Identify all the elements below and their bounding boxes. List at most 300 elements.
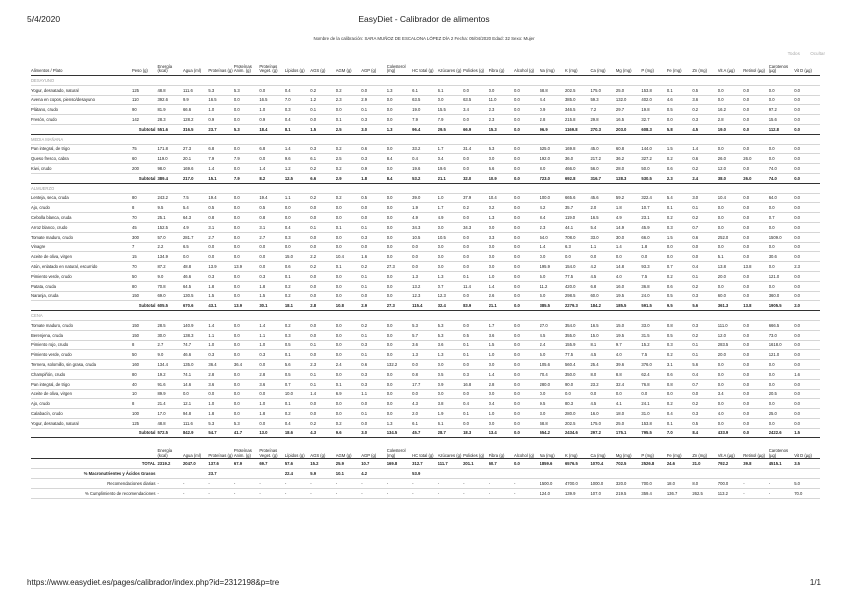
nutrient-value: 150: [132, 291, 157, 301]
nutrient-value: 0.0: [489, 222, 514, 232]
nutrient-value: 0.8: [259, 213, 284, 223]
nutrient-value: 0.0: [514, 409, 539, 419]
nutrient-value: 0.0: [387, 105, 412, 115]
nutrient-value: 13.8: [743, 262, 768, 272]
nutrient-value: 25.1: [157, 213, 182, 223]
nutrient-value: 360.0: [769, 291, 794, 301]
nutrient-value: 1.0: [489, 271, 514, 281]
column-header: [743, 61, 768, 76]
nutrient-value: 3.1: [208, 222, 233, 232]
nutrient-value: 0.0: [514, 340, 539, 350]
nutrient-value: 0.0: [769, 360, 794, 370]
nutrient-value: 125: [132, 85, 157, 95]
nutrient-value: 50: [132, 271, 157, 281]
nutrient-value: 0.0: [310, 399, 335, 409]
nutrient-value: 0.0: [387, 350, 412, 360]
nutrient-value: 0.0: [489, 262, 514, 272]
nutrient-value: 0.0: [234, 340, 259, 350]
subtotal-value: 4.5: [692, 124, 717, 134]
nutrient-value: 16.5: [590, 213, 615, 223]
nutrient-value: 9.5: [540, 399, 565, 409]
nutrient-value: 134.4: [157, 360, 182, 370]
total-row-value: 4515.1: [769, 459, 794, 469]
nutrient-value: 0.0: [489, 389, 514, 399]
nutrient-value: 355.0: [565, 330, 590, 340]
nutrient-value: 4.2: [590, 262, 615, 272]
total-row-value: 24.6: [667, 459, 692, 469]
totals-column-header: Energía (kcal): [157, 444, 182, 459]
subtotal-value: 74.0: [769, 173, 794, 183]
nutrient-value: 2.8: [208, 369, 233, 379]
nutrient-value: 0.4: [438, 154, 463, 164]
food-row: [31, 154, 820, 164]
subtotal-value: 5.8: [667, 124, 692, 134]
nutrient-value: 0.3: [310, 144, 335, 154]
nutrient-value: 0.0: [794, 350, 820, 360]
macro-pct-row-value: [590, 469, 615, 479]
recommendation-row-value: 320.0: [616, 479, 641, 489]
nutrient-value: 1.4: [208, 320, 233, 330]
nutrient-value: 280.0: [565, 409, 590, 419]
nutrient-value: 0.0: [489, 418, 514, 428]
nutrient-value: 0.6: [361, 360, 386, 370]
food-name: Lenteja, seca, cruda: [31, 193, 132, 203]
nutrient-value: 0.9: [208, 115, 233, 125]
nutrient-value: 2.4: [336, 360, 361, 370]
meal-name: ALMUERZO: [31, 183, 820, 193]
nutrient-value: 0.2: [463, 203, 488, 213]
nutrient-value: 0.7: [769, 213, 794, 223]
nutrient-value: 0.0: [514, 222, 539, 232]
macro-pct-row-value: 23.7: [208, 469, 233, 479]
nutrient-value: 0.2: [361, 320, 386, 330]
coverage-row-value: 219.5: [616, 489, 641, 499]
total-row-value: 15.2: [310, 459, 335, 469]
nutrient-value: 0.0: [387, 242, 412, 252]
nutrient-value: 50.0: [641, 164, 666, 174]
nutrient-value: 7.2: [590, 105, 615, 115]
nutrient-value: 0.9: [438, 379, 463, 389]
subtotal-value: 2.8: [310, 301, 335, 311]
nutrient-value: 0.8: [667, 320, 692, 330]
nutrient-value: 12.1: [183, 399, 208, 409]
nutrient-value: 5.3: [208, 418, 233, 428]
nutrient-value: 70: [132, 213, 157, 223]
nutrient-value: 31.4: [463, 144, 488, 154]
nutrient-value: 0.0: [183, 252, 208, 262]
food-row: [31, 262, 820, 272]
nutrient-value: 0.0: [285, 203, 310, 213]
recommendation-row-value: 700.0: [641, 479, 666, 489]
nutrient-value: 144.0: [641, 144, 666, 154]
nutrient-value: 0.0: [387, 95, 412, 105]
subtotal-value: 654.2: [540, 428, 565, 438]
nutrient-value: 0.0: [794, 340, 820, 350]
food-row: [31, 379, 820, 389]
subtotal-value: 96.4: [412, 124, 437, 134]
nutrient-value: 175.0: [590, 85, 615, 95]
nutrient-value: 192.0: [540, 154, 565, 164]
food-row: [31, 115, 820, 125]
subtotal-value: 389.4: [157, 173, 182, 183]
nutrient-value: 0.0: [667, 252, 692, 262]
totals-column-header: Azúcares (g): [438, 444, 463, 459]
subtotal-row: [31, 173, 820, 183]
nutrient-value: 8: [132, 399, 157, 409]
nutrient-value: 1.1: [259, 330, 284, 340]
nutrient-value: 0.0: [794, 95, 820, 105]
subtotal-value: 1169.8: [565, 124, 590, 134]
nutrient-value: 202.5: [565, 85, 590, 95]
nutrient-value: 46.6: [183, 350, 208, 360]
total-row-value: 1859.6: [540, 459, 565, 469]
nutrient-value: 0.0: [361, 291, 386, 301]
nutrient-value: 0.0: [387, 203, 412, 213]
total-row-value: 1070.4: [590, 459, 615, 469]
nutrient-value: 0.0: [743, 213, 768, 223]
column-header-label: Agua (ml): [182, 68, 202, 74]
nutrient-value: 1.8: [616, 203, 641, 213]
column-header-label: Proteínas (g): [208, 68, 233, 74]
nutrient-value: 0.0: [514, 291, 539, 301]
food-row: [31, 360, 820, 370]
nutrient-value: 0.0: [438, 389, 463, 399]
nutrient-value: 0.2: [692, 330, 717, 340]
food-row: [31, 369, 820, 379]
nutrient-value: 27.3: [387, 262, 412, 272]
meal-group-row: [31, 183, 820, 193]
nutrient-value: 11.2: [540, 281, 565, 291]
food-name: Plátano, crudo: [31, 105, 132, 115]
nutrient-value: 0.0: [514, 399, 539, 409]
nutrient-value: 0.0: [718, 369, 743, 379]
nutrient-value: 4.5: [590, 399, 615, 409]
nutrient-value: 0.0: [692, 252, 717, 262]
nutrient-value: 0.0: [387, 340, 412, 350]
totals-column-header: Colesterol (mg): [387, 444, 412, 459]
nutrient-value: 1.7: [438, 144, 463, 154]
show-all-link[interactable]: Todos: [787, 51, 800, 56]
coverage-row-value: -: [463, 489, 488, 499]
nutrient-value: 0.1: [692, 203, 717, 213]
nutrient-value: 0.0: [794, 389, 820, 399]
nutrient-value: 7.9: [412, 115, 437, 125]
totals-column-header: Proteínas (g): [208, 444, 233, 459]
macro-pct-row-value: [692, 469, 717, 479]
nutrient-value: 0.1: [361, 222, 386, 232]
nutrient-value: 0.0: [412, 389, 437, 399]
nutrient-value: 2.3: [794, 262, 820, 272]
nutrient-value: 0.0: [234, 350, 259, 360]
nutrient-value: 420.0: [565, 281, 590, 291]
coverage-row-value: -: [234, 489, 259, 499]
nutrient-value: 3.8: [438, 399, 463, 409]
subtotal-value: 53.2: [412, 173, 437, 183]
nutrient-value: 54.0: [540, 232, 565, 242]
nutrient-value: 2.7: [259, 232, 284, 242]
subtotal-value: 692.8: [565, 173, 590, 183]
recommendation-row-value: -: [769, 479, 794, 489]
nutrient-value: 0.3: [285, 105, 310, 115]
nutrient-value: 0.0: [743, 418, 768, 428]
nutrient-value: 0.0: [514, 320, 539, 330]
nutrient-value: 39.0: [412, 193, 437, 203]
nutrient-value: 0.0: [794, 193, 820, 203]
totals-column-header: Alcohol (g): [514, 444, 539, 459]
nutrient-value: 7.5: [183, 193, 208, 203]
macro-pct-row-value: 53.9: [412, 469, 437, 479]
macro-pct-row-value: [514, 469, 539, 479]
nutrient-value: 7: [132, 242, 157, 252]
nutrient-value: 2.0: [412, 409, 437, 419]
subtotal-value: 27.3: [387, 301, 412, 311]
totals-column-header: Polioles (g): [463, 444, 488, 459]
nutrient-value: 25.0: [769, 409, 794, 419]
subtotal-value: 385.5: [540, 301, 565, 311]
nutrient-value: 0.0: [514, 369, 539, 379]
nutrient-value: 19.6: [412, 164, 437, 174]
nutrient-value: 0.0: [234, 320, 259, 330]
nutrient-value: 0.0: [259, 242, 284, 252]
totals-column-header: Zn (mg): [692, 444, 717, 459]
nutrient-value: 15.6: [769, 115, 794, 125]
column-header: [183, 61, 208, 76]
subtotal-value: 4.3: [310, 428, 335, 438]
nutrient-value: 0.5: [692, 85, 717, 95]
macro-pct-row-value: [769, 469, 794, 479]
subtotal-value: 0.0: [514, 124, 539, 134]
nutrient-value: 6.1: [438, 85, 463, 95]
total-row-value: 2047.0: [183, 459, 208, 469]
nutrient-value: 0.0: [769, 95, 794, 105]
nutrient-value: 105.6: [540, 360, 565, 370]
food-name: Avena en copos, pienso/desayuno: [31, 95, 132, 105]
nutrient-value: 3.0: [692, 193, 717, 203]
total-row-value: 169.8: [387, 459, 412, 469]
nutrient-value: 27.0: [540, 320, 565, 330]
nutrient-value: 0.4: [463, 399, 488, 409]
nutrient-value: 25.4: [590, 360, 615, 370]
column-header: [387, 61, 412, 76]
nutrient-value: 33.2: [412, 144, 437, 154]
nutrient-value: 94.8: [183, 409, 208, 419]
recommendation-row-value: -: [183, 479, 208, 489]
nutrient-value: 19.4: [208, 193, 233, 203]
nutrient-value: 1.4: [310, 389, 335, 399]
nutrient-value: 0.0: [463, 115, 488, 125]
nutrient-value: 5.3: [412, 320, 437, 330]
nutrient-value: 0.0: [387, 399, 412, 409]
nutrient-value: 0.0: [718, 242, 743, 252]
nutrient-value: 0.0: [234, 105, 259, 115]
totals-column-header: Na (mg): [540, 444, 565, 459]
recommendation-row: [31, 479, 820, 489]
nutrient-value: 73.0: [769, 330, 794, 340]
nutrient-value: 0.0: [259, 252, 284, 262]
recommendation-row-value: 5.0: [794, 479, 820, 489]
nutrient-value: 0.0: [387, 222, 412, 232]
subtotal-value: 2422.6: [769, 428, 794, 438]
subtotal-value: 572.5: [157, 428, 182, 438]
nutrient-value: 0.0: [361, 85, 386, 95]
subtotal-value: 1.8: [361, 173, 386, 183]
nutrient-value: 74.1: [183, 369, 208, 379]
nutrient-value: 63.5: [463, 95, 488, 105]
nutrient-value: 0.0: [463, 418, 488, 428]
subtotal-value: 21.1: [438, 173, 463, 183]
food-row: [31, 409, 820, 419]
recommendation-row-value: -: [208, 479, 233, 489]
nutrient-value: 0.0: [387, 369, 412, 379]
nutrient-value: 0.1: [336, 379, 361, 389]
macro-pct-row-value: [489, 469, 514, 479]
nutrient-value: 23.2: [590, 379, 615, 389]
subtotal-value: 1.3: [387, 124, 412, 134]
nutrient-value: 2.8: [540, 115, 565, 125]
nutrient-value: 20.5: [769, 389, 794, 399]
nutrient-value: 560.4: [565, 360, 590, 370]
column-header-label: Fibra (g): [488, 68, 505, 74]
nutrient-value: 0.0: [310, 409, 335, 419]
subtotal-value: 203.0: [616, 124, 641, 134]
macro-pct-row-value: [794, 469, 820, 479]
nutrient-value: 0.0: [641, 252, 666, 262]
nutrient-value: 0.0: [514, 252, 539, 262]
nutrient-value: 0.3: [692, 320, 717, 330]
nutrient-value: 5.3: [438, 320, 463, 330]
nutrient-value: 14.8: [616, 262, 641, 272]
nutrient-value: 1.9: [438, 409, 463, 419]
nutrient-value: 0.0: [692, 389, 717, 399]
nutrient-value: 132.2: [387, 360, 412, 370]
coverage-row-value: -: [336, 489, 361, 499]
nutrient-value: 6.9: [336, 389, 361, 399]
subtotal-value: 41.7: [234, 428, 259, 438]
nutrient-value: 666.5: [769, 320, 794, 330]
nutrient-value: 7.9: [208, 154, 233, 164]
nutrient-value: 0.0: [336, 271, 361, 281]
nutrient-value: 169.8: [565, 144, 590, 154]
nutrient-value: 76.8: [641, 379, 666, 389]
nutrient-value: 0.3: [259, 350, 284, 360]
coverage-row-value: -: [743, 489, 768, 499]
food-row: [31, 350, 820, 360]
food-name: Pimiento rojo, crudo: [31, 340, 132, 350]
nutrient-value: 0.1: [667, 203, 692, 213]
nutrient-value: 1.2: [310, 95, 335, 105]
nutrient-value: 1.0: [208, 105, 233, 115]
subtotal-value: 6.6: [310, 173, 335, 183]
nutrient-value: 110: [132, 95, 157, 105]
subtotal-value: 1.5: [794, 428, 820, 438]
nutrient-value: 0.3: [361, 154, 386, 164]
nutrient-value: 10.4: [336, 252, 361, 262]
nutrient-value: 0.0: [743, 320, 768, 330]
nutrient-value: 77.5: [565, 271, 590, 281]
food-name: Pimiento verde, crudo: [31, 271, 132, 281]
subtotal-value: 0.0: [794, 124, 820, 134]
nutrient-value: 281.7: [183, 232, 208, 242]
food-row: [31, 242, 820, 252]
subtotal-value: 13.4: [489, 428, 514, 438]
nutrient-value: 0.5: [463, 330, 488, 340]
nutrient-value: 0.0: [794, 330, 820, 340]
nutrient-value: 0.0: [234, 369, 259, 379]
nutrient-table: [31, 61, 820, 499]
nutrient-value: 0.5: [667, 105, 692, 115]
subtotal-value: 2.9: [336, 173, 361, 183]
nutrient-value: 60: [132, 154, 157, 164]
nutrient-value: 0.0: [794, 232, 820, 242]
nutrient-value: 0.2: [285, 291, 310, 301]
subtotal-value: 32.4: [438, 301, 463, 311]
nutrient-value: 0.1: [285, 399, 310, 409]
nutrient-value: 0.0: [743, 409, 768, 419]
coverage-row-value: 262.5: [692, 489, 717, 499]
subtotal-value: 43.1: [208, 301, 233, 311]
nutrient-value: 350.0: [565, 369, 590, 379]
nutrient-value: 0.8: [667, 379, 692, 389]
nutrient-value: 1.0: [438, 193, 463, 203]
nutrient-value: 121.0: [769, 350, 794, 360]
column-header: [769, 61, 794, 76]
nutrient-value: 18.0: [616, 409, 641, 419]
hide-link[interactable]: Ocultar: [810, 51, 825, 56]
nutrient-value: 7.0: [285, 95, 310, 105]
nutrient-value: 125: [132, 418, 157, 428]
column-header: [514, 61, 539, 76]
nutrient-value: 3.3: [489, 232, 514, 242]
subtotal-value: 10.8: [336, 301, 361, 311]
nutrient-value: 111.6: [183, 85, 208, 95]
nutrient-value: 0.0: [387, 164, 412, 174]
nutrient-value: 80: [132, 369, 157, 379]
food-row: [31, 340, 820, 350]
page-title: EasyDiet - Calibrador de alimentos: [358, 14, 490, 24]
nutrient-value: 1.3: [387, 85, 412, 95]
nutrient-value: 12.0: [718, 330, 743, 340]
nutrient-value: 1.0: [489, 409, 514, 419]
nutrient-value: 0.0: [387, 115, 412, 125]
nutrient-value: 0.0: [310, 320, 335, 330]
totals-column-header: Proteínas Anim. (g): [234, 444, 259, 459]
nutrient-value: 280.0: [540, 379, 565, 389]
nutrient-value: 9.7: [616, 340, 641, 350]
column-header: [31, 61, 132, 76]
nutrient-value: 0.9: [361, 164, 386, 174]
food-row: [31, 399, 820, 409]
food-name: Tomate maduro, crudo: [31, 232, 132, 242]
macro-pct-row-value: [183, 469, 208, 479]
nutrient-value: 3.6: [208, 379, 233, 389]
nutrient-value: 4.9: [183, 222, 208, 232]
food-name: Tomate maduro, crudo: [31, 320, 132, 330]
column-header: [361, 61, 386, 76]
nutrient-value: 150: [132, 320, 157, 330]
nutrient-value: 3.1: [667, 360, 692, 370]
nutrient-value: 1.4: [489, 281, 514, 291]
food-row: [31, 105, 820, 115]
total-row-value: 0.0: [514, 459, 539, 469]
nutrient-value: 5.3: [208, 85, 233, 95]
subtotal-value: 316.7: [590, 173, 615, 183]
nutrient-value: 0.0: [743, 95, 768, 105]
subtotal-value: 0.0: [743, 428, 768, 438]
nutrient-value: 3.1: [259, 222, 284, 232]
nutrient-value: 3.6: [692, 95, 717, 105]
nutrient-value: 0.0: [794, 115, 820, 125]
nutrient-value: 298.5: [565, 291, 590, 301]
